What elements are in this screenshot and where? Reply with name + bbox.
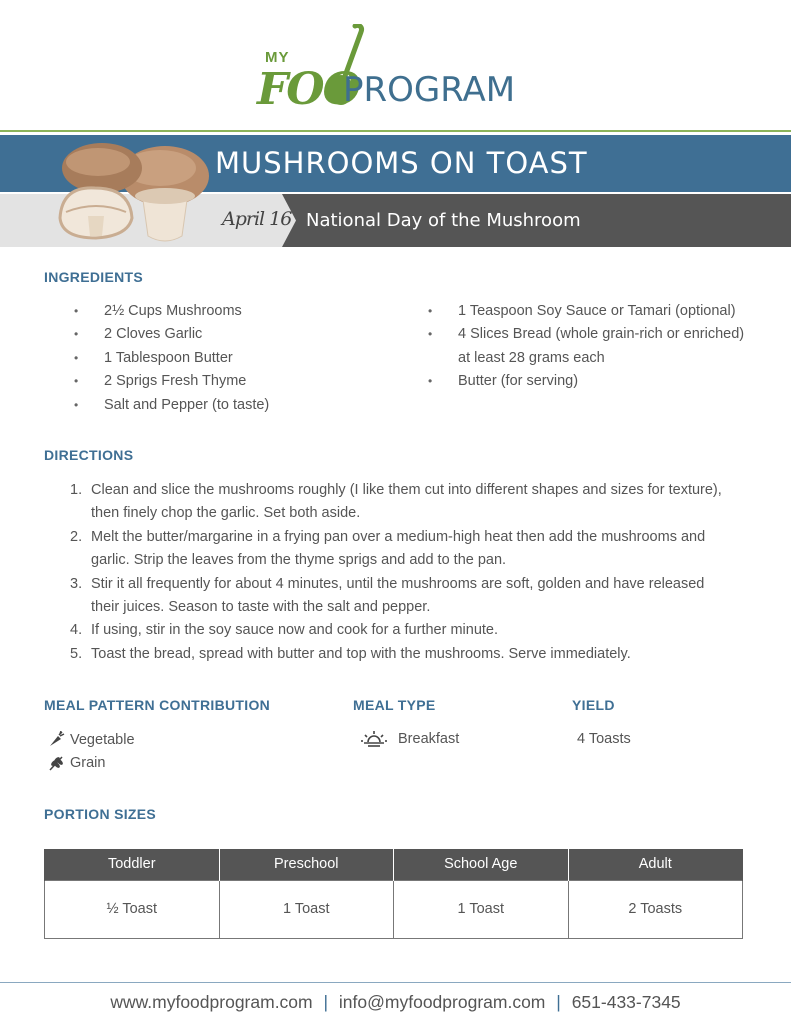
list-item: • 2 Sprigs Fresh Thyme (74, 370, 269, 393)
email-link[interactable]: info@myfoodprogram.com (338, 992, 546, 1012)
logo-food-text: FOO (257, 64, 359, 115)
wheat-icon (48, 754, 65, 771)
top-divider (0, 130, 791, 132)
column-header: School Age (394, 849, 569, 880)
website-link[interactable]: www.myfoodprogram.com (110, 992, 313, 1012)
direction-step (70, 526, 760, 573)
step-line: their juices. Season to taste with the salt and pepper. (91, 599, 431, 616)
recipe-title: MUSHROOMS ON TOAST (215, 146, 588, 180)
phone-number: 651-433-7345 (571, 992, 681, 1012)
step-line: Melt the butter/margarine in a frying pan over a medium-high heat then add the mushrooms and (91, 528, 706, 545)
table-header-row (45, 849, 743, 880)
table-cell: 1 Toast (394, 880, 569, 938)
step-line: If using, stir in the soy sauce now and cook for a further minute. (91, 622, 499, 639)
directions-heading: DIRECTIONS (44, 447, 134, 463)
step-line: garlic. Strip the leaves from the thyme sprigs and add to the pan. (91, 552, 507, 569)
direction-step (70, 643, 760, 666)
recipe-date: April 16 (222, 208, 292, 230)
list-item: • 2 Cloves Garlic (74, 323, 269, 346)
table-row (45, 880, 743, 938)
step-line: Clean and slice the mushrooms roughly (I like them cut into different shapes and sizes for texture), (91, 482, 722, 498)
footer-separator: | (556, 992, 561, 1012)
column-header: Adult (568, 849, 743, 880)
logo-my-text: MY (265, 49, 290, 66)
meal-pattern-vegetable (48, 731, 135, 748)
list-item: • 2½ Cups Mushrooms (74, 300, 269, 323)
directions-list (70, 479, 760, 666)
list-item: • 1 Teaspoon Soy Sauce or Tamari (optional) (428, 300, 744, 323)
portion-sizes-table (44, 849, 743, 939)
list-item-line: 4 Slices Bread (whole grain-rich or enriched) (458, 326, 745, 343)
step-number: 4. (70, 622, 83, 639)
yield-value: 4 Toasts (577, 731, 631, 747)
list-item: • Butter (for serving) (428, 370, 744, 393)
direction-step (70, 619, 760, 642)
meal-pattern-grain (48, 754, 105, 771)
column-header: Preschool (219, 849, 394, 880)
carrot-icon (48, 731, 65, 748)
column-header: Toddler (45, 849, 220, 880)
portion-sizes-heading: PORTION SIZES (44, 806, 157, 822)
holiday-name: National Day of the Mushroom (306, 210, 581, 231)
footer-divider (0, 982, 791, 983)
logo-program-text: PROGRAM (343, 70, 516, 110)
yield-heading: YIELD (572, 697, 615, 713)
step-number: 2. (70, 528, 83, 545)
ingredients-heading: INGREDIENTS (44, 269, 143, 285)
meal-pattern-label: Vegetable (70, 731, 135, 748)
step-line: Stir it all frequently for about 4 minutes, until the mushrooms are soft, golden and have released (91, 575, 705, 592)
ingredients-list-left (74, 300, 269, 417)
table-cell: 1 Toast (219, 880, 394, 938)
table-cell: 2 Toasts (568, 880, 743, 938)
step-line: then finely chop the garlic. Set both aside. (91, 505, 361, 522)
step-line: Toast the bread, spread with butter and top with the mushrooms. Serve immediately. (91, 645, 631, 662)
table-cell: ½ Toast (45, 880, 220, 938)
direction-step (70, 573, 760, 620)
direction-step (70, 479, 760, 526)
meal-type-row (360, 730, 459, 748)
list-item: • 1 Tablespoon Butter (74, 347, 269, 370)
meal-type-value: Breakfast (398, 731, 460, 747)
list-item (428, 323, 744, 370)
meal-type-heading: MEAL TYPE (353, 697, 436, 713)
mushroom-illustration (50, 138, 215, 253)
footer-separator: | (323, 992, 329, 1012)
step-number: 1. (70, 482, 83, 498)
ingredients-list-right (428, 300, 744, 394)
meal-pattern-label: Grain (70, 754, 106, 771)
meal-pattern-heading: MEAL PATTERN CONTRIBUTION (44, 697, 271, 713)
step-number: 3. (70, 575, 83, 592)
list-item: • Salt and Pepper (to taste) (74, 394, 269, 417)
brand-logo (255, 24, 545, 115)
list-item-line: at least 28 grams each (458, 349, 605, 366)
footer-contact (0, 992, 791, 1013)
sunrise-icon (360, 730, 388, 748)
step-number: 5. (70, 645, 83, 662)
